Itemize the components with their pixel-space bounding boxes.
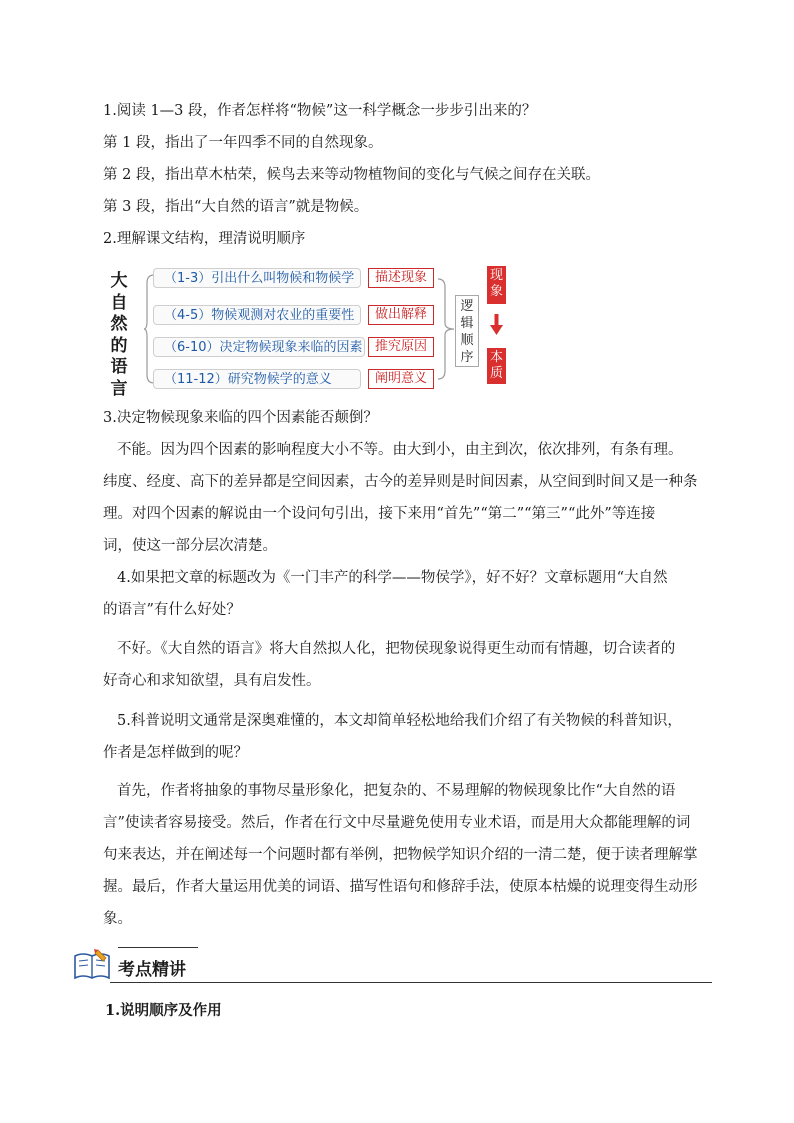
q5-answer-line-3: 句来表达，并在阐述每一个问题时都有举例，把物候学知识介绍的一清二楚，便于读者理解掌 — [103, 847, 698, 863]
structure-row-4: （11-12）研究物候学的意义 — [153, 369, 361, 389]
q4-answer-line-1: 不好。《大自然的语言》将大自然拟人化，把物侯现象说得更生动而有情趣，切合读者的 — [117, 641, 676, 657]
phenomenon-char: 象 — [489, 284, 503, 299]
q3-answer-line-4: 词，使这一部分层次清楚。 — [103, 538, 277, 554]
diagram-title-char: 大 — [110, 271, 128, 291]
q2-title: 2.理解课文结构，理清说明顺序 — [103, 231, 306, 247]
q5-answer-line-1: 首先，作者将抽象的事物尽量形象化，把复杂的、不易理解的物候现象比作“大自然的语 — [117, 783, 676, 799]
structure-row-3: （6-10）决定物候现象来临的因素 — [153, 337, 365, 357]
section-bottom-rule — [110, 982, 712, 983]
down-arrow-icon — [490, 314, 503, 336]
section-title: 考点精讲 — [118, 960, 186, 980]
q3-answer-line-3: 理。对四个因素的解说由一个设问句引出，接下来用“首先”“第二”“第三”“此外”等连接 — [103, 506, 656, 522]
q5-title-line-1: 5.科普说明文通常是深奥难懂的，本文却简单轻松地给我们介绍了有关物候的科普知识， — [117, 713, 682, 729]
q5-answer-line-2: 言”使读者容易接受。然后，作者在行文中尽量避免使用专业术语，而是用大众都能理解的词 — [103, 815, 691, 831]
diagram-title-char: 的 — [110, 335, 128, 356]
essence-char: 质 — [489, 366, 503, 381]
left-brace — [144, 273, 156, 385]
logic-char: 顺 — [460, 333, 474, 348]
structure-row-1: （1-3）引出什么叫物候和物候学 — [153, 268, 361, 288]
open-book-icon — [72, 948, 112, 982]
structure-tag-2: 做出解释 — [368, 305, 434, 325]
q4-title-line-2: 的语言”有什么好处？ — [103, 602, 241, 618]
right-brace — [436, 277, 456, 381]
q1-answer-3: 第 3 段，指出“大自然的语言”就是物候。 — [103, 199, 369, 215]
q3-title: 3.决定物候现象来临的四个因素能否颠倒？ — [103, 410, 378, 426]
essence-char: 本 — [489, 350, 503, 365]
q5-title-line-2: 作者是怎样做到的呢？ — [103, 745, 248, 761]
structure-row-2: （4-5）物候观测对农业的重要性 — [153, 305, 361, 325]
essence-box — [487, 348, 506, 384]
logic-char: 序 — [460, 350, 474, 365]
diagram-title-char: 然 — [110, 314, 128, 334]
q1-answer-1: 第 1 段，指出了一年四季不同的自然现象。 — [103, 135, 383, 151]
diagram-title-char: 自 — [110, 292, 128, 313]
phenomenon-box — [487, 266, 506, 304]
q3-answer-line-1: 不能。因为四个因素的影响程度大小不等。由大到小，由主到次，依次排列，有条有理。 — [117, 442, 683, 458]
q3-answer-line-2: 纬度、经度、高下的差异都是空间因素，古今的差异则是时间因素，从空间到时间又是一种条 — [103, 474, 698, 490]
logic-char: 逻 — [460, 299, 474, 314]
diagram-title — [106, 271, 132, 400]
diagram-title-char: 言 — [110, 378, 128, 399]
structure-tag-1: 描述现象 — [368, 268, 434, 288]
q1-title: 1.阅读 1—3 段，作者怎样将“物候”这一科学概念一步步引出来的？ — [103, 103, 537, 119]
q4-answer-line-2: 好奇心和求知欲望，具有启发性。 — [103, 673, 321, 689]
q1-answer-2: 第 2 段，指出草木枯荣，候鸟去来等动物植物间的变化与气候之间存在关联。 — [103, 167, 600, 183]
logic-char: 辑 — [460, 316, 474, 331]
structure-tag-4: 阐明意义 — [368, 369, 434, 389]
logic-order-box — [455, 295, 479, 367]
q4-title-line-1: 4.如果把文章的标题改为《一门丰产的科学——物侯学》，好不好？文章标题用“大自然 — [117, 570, 668, 586]
section-top-rule — [118, 947, 198, 948]
structure-tag-3: 推究原因 — [368, 337, 434, 357]
q5-answer-line-5: 象。 — [103, 911, 132, 927]
section-subtitle: 1.说明顺序及作用 — [105, 1002, 222, 1019]
diagram-title-char: 语 — [110, 357, 128, 377]
phenomenon-char: 现 — [489, 268, 503, 283]
q5-answer-line-4: 握。最后，作者大量运用优美的词语、描写性语句和修辞手法，使原本枯燥的说理变得生动形 — [103, 879, 698, 895]
